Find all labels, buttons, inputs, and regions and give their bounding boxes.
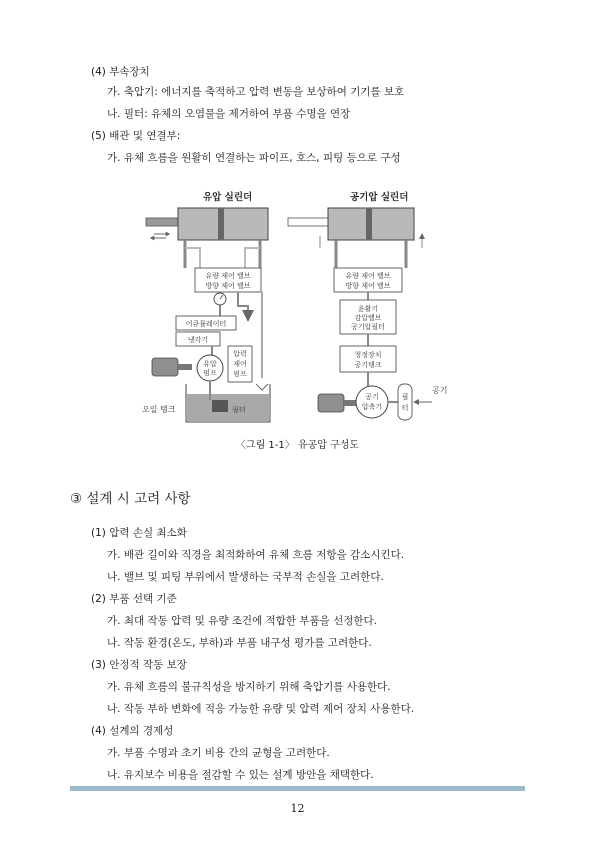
section4-item-ga: 가. 축압기: 에너지를 축적하고 압력 변동을 보상하여 기기를 보호: [107, 86, 405, 98]
section5-item-ga: 가. 유체 흐름을 원활히 연결하는 파이프, 호스, 피팅 등으로 구성: [107, 152, 401, 164]
hydraulic-valve-label-1: 유량 제어 밸브: [205, 272, 251, 280]
cooler-label: 냉각기: [187, 336, 209, 344]
design-heading: ③ 설계 시 고려 사항: [70, 491, 191, 507]
design-s1-na: 나. 밸브 및 피팅 부위에서 발생하는 국부적 손실을 고려한다.: [107, 571, 384, 583]
hydraulic-piston: [218, 208, 224, 240]
filter-label: 필터: [232, 406, 246, 414]
hydraulic-cylinder-pipes: [185, 240, 260, 268]
pneumatic-piston: [366, 208, 372, 240]
design-s3-na: 나. 작동 부하 변화에 적응 가능한 유량 및 압력 제어 장치 사용한다.: [107, 703, 415, 715]
design-s2-heading: (2) 부품 선택 기준: [91, 593, 177, 605]
design-s3-ga: 가. 유체 흐름의 불규칙성을 방지하기 위해 축압기를 사용한다.: [107, 681, 391, 693]
section4-item-na: 나. 필터: 유체의 오염물을 제거하여 부품 수명을 연장: [107, 108, 351, 120]
page-number: 12: [290, 802, 305, 815]
hydraulic-valve-label-2: 방향 제어 밸브: [205, 282, 251, 290]
pump-label-2: 펌프: [203, 369, 217, 377]
hydraulic-title: 유압 실린더: [203, 192, 253, 203]
frl-label-3: 공기압필터: [351, 323, 385, 331]
hydraulic-pump: [197, 355, 223, 381]
pressure-control-label-2: 제어: [233, 360, 247, 368]
intake-filter-label-2: 터: [401, 404, 409, 412]
pneumatic-cylinder-pipes: [336, 240, 406, 268]
design-s2-ga: 가. 최대 작동 압력 및 유량 조건에 적합한 부품을 선정한다.: [107, 615, 378, 627]
pneumatic-title: 공기압 실린더: [350, 192, 409, 203]
air-tank-label-2: 공기탱크: [354, 361, 382, 369]
design-s4-heading: (4) 설계의 경제성: [91, 725, 174, 737]
section4-heading: (4) 부속장치: [91, 66, 150, 78]
compressor-motor: [318, 394, 344, 412]
hydraulic-piston-rod: [146, 218, 182, 226]
hydraulic-coupling: [178, 364, 192, 370]
footer-rule: [70, 786, 525, 791]
frl-label-1: 윤활기: [357, 305, 379, 313]
design-s2-na: 나. 작동 환경(온도, 부하)과 부품 내구성 평가를 고려한다.: [107, 637, 372, 649]
air-label: 공기: [432, 386, 448, 395]
air-tank-label-1: 청정장치: [354, 351, 382, 359]
pressure-control-label-3: 펌프: [233, 370, 247, 378]
pneumatic-valve-label-2: 방향 제어 밸브: [345, 282, 391, 290]
design-s1-heading: (1) 압력 손실 최소화: [91, 527, 187, 539]
hydraulic-pneumatic-diagram: [140, 188, 460, 427]
hydraulic-return-pipes: [185, 248, 260, 268]
frl-label-2: 감압밸브: [354, 314, 382, 322]
hydraulic-return-arrow: [238, 292, 248, 316]
compressor-label-1: 공기: [365, 393, 379, 401]
oil-tank-label: 오일 탱크: [142, 405, 176, 414]
design-s3-heading: (3) 안정적 작동 보장: [91, 659, 187, 671]
intake-filter-box: [398, 384, 412, 420]
filter-element: [212, 400, 228, 412]
section5-heading: (5) 배관 및 연결부:: [91, 130, 181, 142]
design-s1-ga: 가. 배관 길이와 직경을 최적화하여 유체 흐름 저항을 감소시킨다.: [107, 549, 405, 561]
compressor-label-2: 압축기: [361, 403, 383, 411]
compressor-coupling: [344, 400, 356, 406]
air-compressor: [356, 386, 388, 418]
accumulator-label: 어큐뮬레이터: [185, 320, 227, 328]
hydraulic-motor: [152, 358, 178, 376]
pump-label-1: 유압: [203, 360, 217, 368]
intake-filter-label-1: 필: [401, 393, 409, 401]
design-s4-ga: 가. 부품 수명과 초기 비용 간의 균형을 고려한다.: [107, 747, 330, 759]
figure-caption: 〈그림 1-1〉 유공압 구성도: [235, 440, 360, 451]
tank-vent-icon: [256, 384, 268, 390]
design-s4-na: 나. 유지보수 비용을 절감할 수 있는 설계 방안을 채택한다.: [107, 769, 374, 781]
pneumatic-piston-rod: [288, 218, 332, 226]
pneumatic-valve-label-1: 유량 제어 밸브: [345, 272, 391, 280]
pressure-control-label-1: 압력: [233, 350, 247, 358]
